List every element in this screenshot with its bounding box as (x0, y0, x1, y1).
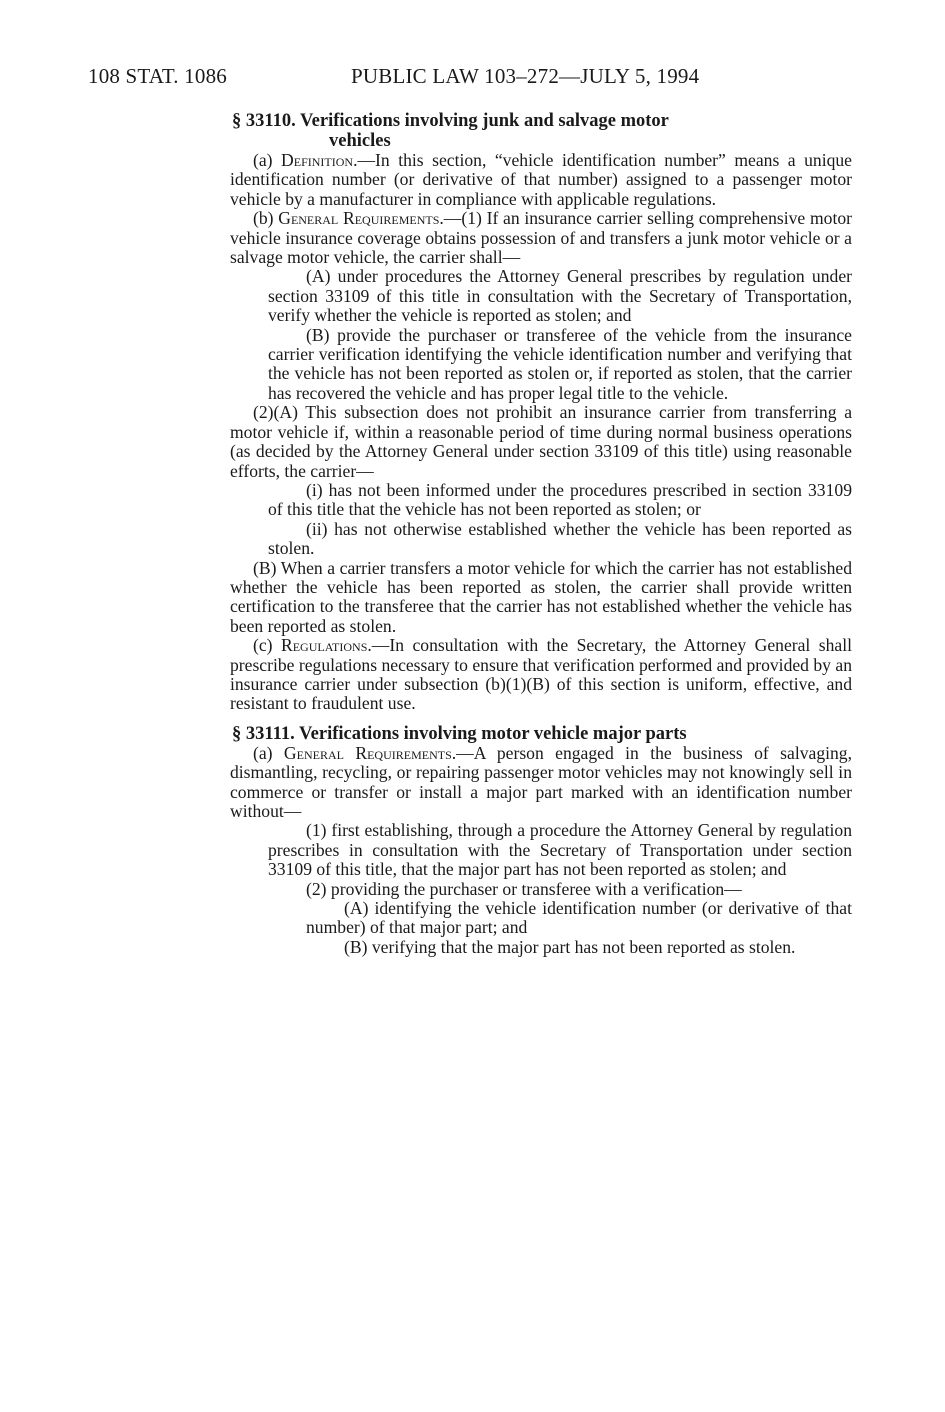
paragraph-b2A: (2)(A) This subsection does not prohibit an insurance carrier from transferring a motor vehicle if, within a reasonable period of time during normal business operations (as decided by the Attorney General under section 33109 of this title) using reasonable efforts, the carrier— (230, 402, 852, 481)
subsection-label: (a) (253, 742, 284, 763)
subsection-a-general-requirements (230, 744, 852, 822)
subsection-text: .—In this section, “vehicle identification number” means a unique identification number (or derivative of that number) assigned to a passenger motor vehicle by a manufacturer in compliance with applicable regulations. (230, 150, 852, 209)
subsection-text: .—A person engaged in the business of salvaging, dismantling, recycling, or repairing passenger motor vehicles may not knowingly sell in commerce or transfer or install a major part marked with an identification number without— (230, 742, 853, 821)
paragraph-b1A: (A) under procedures the Attorney General prescribes by regulation under section 33109 of this title in consultation with the Secretary of Transportation, verify whether the vehicle is reported as stolen; and (268, 266, 852, 326)
subsection-text: .—In consultation with the Secretary, the Attorney General shall prescribe regulations necessary to ensure that verification performed and provided by an insurance carrier under subsection (b)(1)(B) of this section is uniform, effective, and resistant to fraudulent use. (230, 635, 852, 714)
subsection-b-general-requirements (230, 209, 852, 267)
clause-b2Aii: (ii) has not otherwise established whether the vehicle has been reported as stolen. (268, 518, 852, 559)
subsection-label: (a) (253, 150, 282, 170)
paragraph-b1B: (B) provide the purchaser or transferee of the vehicle from the insurance carrier verification identifying the vehicle identification number and verifying that the vehicle has not been reported as stolen or, if reported as stolen, that the carrier has recovered the vehicle and has proper legal title to the vehicle. (268, 324, 852, 403)
subsection-heading: Definition (281, 150, 354, 170)
section-33110-title-line1: § 33110. Verifications involving junk and salvage motor (232, 111, 669, 131)
subsection-heading: Regulations (280, 635, 368, 656)
subsection-heading: General Requirements (283, 742, 452, 763)
public-law-title: PUBLIC LAW 103–272—JULY 5, 1994 (351, 64, 700, 88)
statute-citation: 108 STAT. 1086 (88, 64, 227, 88)
clause-b2Ai: (i) has not been informed under the procedures prescribed in section 33109 of this title that the vehicle has not been reported as stolen; or (268, 479, 852, 520)
section-33111-heading: § 33111. Verifications involving motor vehicle major parts (232, 723, 687, 744)
subsection-label: (c) (253, 635, 281, 656)
subsection-a-definition (230, 151, 852, 209)
section-33110-title-line2: vehicles (329, 131, 391, 151)
subsection-label: (b) (253, 208, 279, 229)
document-body (230, 111, 852, 957)
subsection-heading: General Requirements (278, 208, 440, 229)
subsection-c-regulations (230, 636, 852, 714)
subsection-text: .—(1) If an insurance carrier selling comprehensive motor vehicle insurance coverage obtains possession of and transfers a junk motor vehicle or a salvage motor vehicle, the carrier shall— (230, 208, 852, 268)
section-33110-heading (230, 111, 852, 151)
paragraph-a2: (2) providing the purchaser or transferee with a verification— (306, 878, 742, 899)
paragraph-b2B: (B) When a carrier transfers a motor vehicle for which the carrier has not established whether the vehicle has been reported as stolen, the carrier shall provide written certification to the transferee that the carrier has not established whether the vehicle has been reported as stolen. (230, 557, 852, 636)
subparagraph-a2A: (A) identifying the vehicle identification number (or derivative of that number) of that major part; and (306, 898, 852, 938)
paragraph-a1: (1) first establishing, through a procedure the Attorney General by regulation prescribes in consultation with the Secretary of Transportation under section 33109 of this title, that the major part has not been reported as stolen; and (268, 820, 852, 880)
subparagraph-a2B: (B) verifying that the major part has not been reported as stolen. (344, 936, 796, 957)
section-gap (230, 714, 852, 724)
